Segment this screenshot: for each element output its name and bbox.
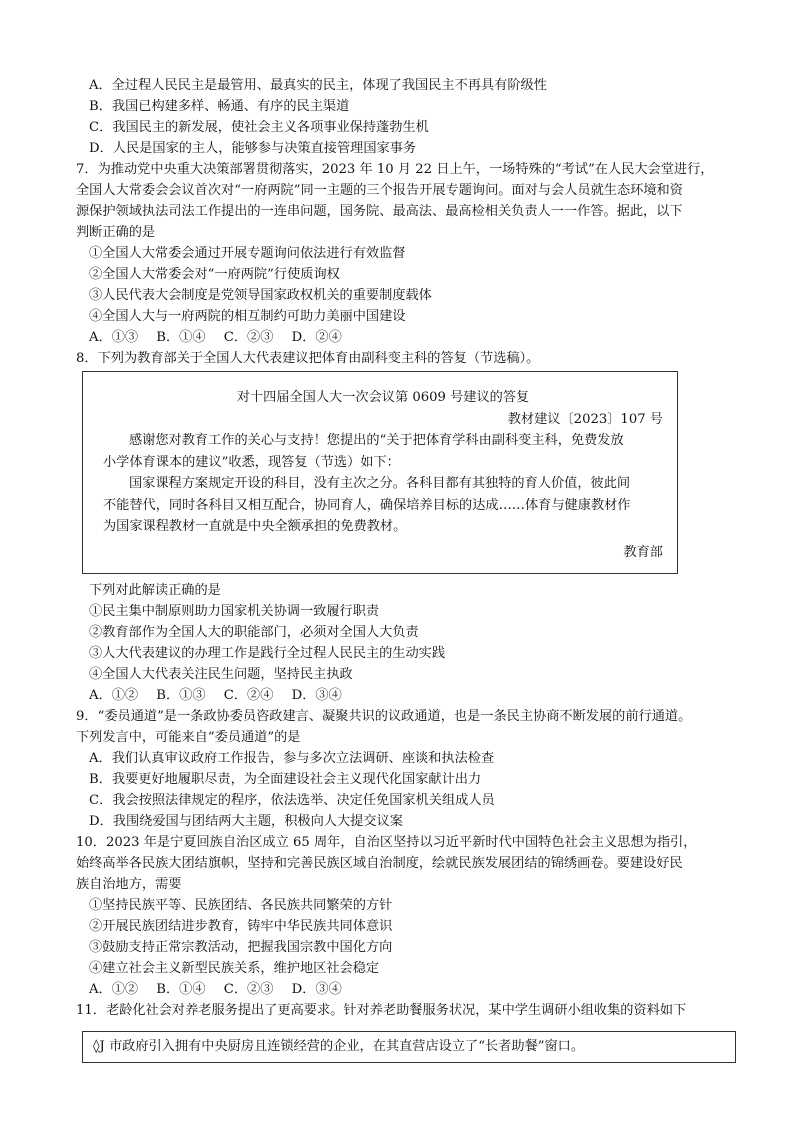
q7-option-d: D．②④	[291, 330, 342, 345]
q8-option-d: D．③④	[291, 688, 342, 703]
q8-box-sign: 教育部	[623, 544, 663, 560]
q7-option-a: A．①③	[89, 330, 139, 345]
q8-options	[76, 685, 726, 706]
q11-info-box: ◊J 市政府引入拥有中央厨房且连锁经营的企业，在其直营店设立了“长者助餐”窗口。	[82, 1031, 736, 1063]
q10-item-1: ①坚持民族平等、民族团结、各民族共同繁荣的方针	[89, 898, 393, 913]
q7-item-1: ①全国人大常委会通过开展专题询问依法进行有效监督	[89, 246, 406, 261]
q9-option-b: B．我要更好地履职尽责，为全面建设社会主义现代化国家献计出力	[89, 772, 482, 787]
q6-option-d: D．人民是国家的主人，能够参与决策直接管理国家事务	[89, 141, 417, 156]
q10-stem-line: 10．2023 年是宁夏回族自治区成立 65 周年，自治区坚持以习近平新时代中国特色社会主义思想为指引，	[76, 835, 697, 850]
q10-options	[76, 979, 726, 1000]
question-7	[76, 159, 726, 348]
q6-option-b: B．我国已构建多样、畅通、有序的民主渠道	[89, 99, 350, 114]
q7-options	[76, 327, 726, 348]
q9-option-a: A．我们认真审议政府工作报告，参与多次立法调研、座谈和执法检查	[89, 751, 495, 766]
q7-stem-line: 7．为推动党中央重大决策部署贯彻落实，2023 年 10 月 22 日上午，一场特殊的“考试”在人民大会堂进行，	[76, 162, 714, 177]
q8-box-title: 对十四届全国人大一次会议第 0609 号建议的答复	[236, 390, 530, 405]
q8-box-body-line: 小学体育课本的建议”收悉，现答复（节选）如下：	[103, 454, 400, 470]
q10-item-2: ②开展民族团结进步教育，铸牢中华民族共同体意识	[89, 919, 393, 934]
q8-box-body-line: 国家课程方案规定开设的科目，没有主次之分。各科目都有其独特的育人价值，彼此间	[129, 476, 631, 491]
q7-stem-line: 判断正确的是	[76, 225, 156, 240]
q9-option-d: D．我围绕爱国与团结两大主题，积极向人大提交议案	[89, 814, 403, 829]
q8-reply-box	[82, 371, 678, 574]
q10-option-d: D．③④	[291, 982, 342, 997]
q8-item-4: ④全国人大代表关注民生问题，坚持民主执政	[89, 667, 353, 682]
q7-option-b: B．①④	[156, 330, 206, 345]
q7-item-4: ④全国人大与一府两院的相互制约可助力美丽中国建设	[89, 309, 406, 324]
q7-item-2: ②全国人大常委会对“一府两院”行使质询权	[89, 267, 340, 282]
q9-stem-line: 9．“委员通道”是一条政协委员咨政建言、凝聚共识的议政通道，也是一条民主协商不断发展的前行通道。	[76, 709, 692, 724]
q8-item-3: ③人大代表建议的办理工作是践行全过程人民民主的生动实践	[89, 646, 446, 661]
q8-option-c: C．②④	[223, 688, 274, 703]
q10-stem-line: 族自治地方，需要	[76, 877, 182, 892]
page-content	[76, 75, 726, 1063]
q9-stem-line: 下列发言中，可能来自“委员通道”的是	[76, 730, 301, 745]
q8-option-a: A．①②	[89, 688, 139, 703]
q7-stem-line: 全国人大常委会会议首次对“一府两院”同一主题的三个报告开展专题询问。面对与会人员就生态环境和资	[76, 183, 683, 198]
q8-box-ref: 教材建议〔2023〕107 号	[507, 411, 663, 427]
q6-options	[76, 75, 726, 159]
q6-option-c: C．我国民主的新发展，使社会主义各项事业保持蓬勃生机	[89, 120, 429, 135]
q8-box-body-line: 为国家课程教材一直就是中央全额承担的免费教材。	[103, 519, 407, 534]
q10-stem-line: 始终高举各民族大团结旗帜，坚持和完善民族区域自治制度，绘就民族发展团结的锦绣画卷。要建设好民	[76, 856, 683, 871]
q10-option-c: C．②③	[223, 982, 274, 997]
q6-option-a: A．全过程人民民主是最管用、最真实的民主，体现了我国民主不再具有阶级性	[89, 78, 547, 93]
q10-item-4: ④建立社会主义新型民族关系，维护地区社会稳定	[89, 961, 380, 976]
q7-stem-line: 源保护领域执法司法工作提出的一连串问题，国务院、最高法、最高检相关负责人一一作答。据此，以下	[76, 204, 683, 219]
question-9	[76, 706, 726, 832]
question-11	[76, 1000, 726, 1063]
q10-option-a: A．①②	[89, 982, 139, 997]
q7-option-c: C．②③	[223, 330, 274, 345]
q11-stem: 11．老龄化社会对养老服务提出了更高要求。针对养老助餐服务状况，某中学生调研小组收集的资料如下	[76, 1003, 687, 1018]
q10-option-b: B．①④	[156, 982, 206, 997]
q8-stem: 8．下列为教育部关于全国人大代表建议把体育由副科变主科的答复（节选稿）。	[76, 351, 540, 366]
q8-item-1: ①民主集中制原则助力国家机关协调一致履行职责	[89, 604, 380, 619]
q8-prompt: 下列对此解读正确的是	[89, 583, 221, 598]
q10-item-3: ③鼓励支持正常宗教活动，把握我国宗教中国化方向	[89, 940, 393, 955]
q8-item-2: ②教育部作为全国人大的职能部门，必须对全国人大负责	[89, 625, 419, 640]
q8-option-b: B．①③	[156, 688, 206, 703]
q7-item-3: ③人民代表大会制度是党领导国家政权机关的重要制度载体	[89, 288, 432, 303]
question-8	[76, 348, 726, 706]
q8-box-body-line: 感谢您对教育工作的关心与支持！您提出的“关于把体育学科由副科变主科，免费发放	[129, 433, 624, 448]
q8-box-body-line: 不能替代，同时各科目又相互配合，协同育人，确保培养目标的达成……体育与健康教材作	[103, 497, 631, 513]
q9-option-c: C．我会按照法律规定的程序，依法选举、决定任免国家机关组成人员	[89, 793, 495, 808]
question-10	[76, 832, 726, 1000]
